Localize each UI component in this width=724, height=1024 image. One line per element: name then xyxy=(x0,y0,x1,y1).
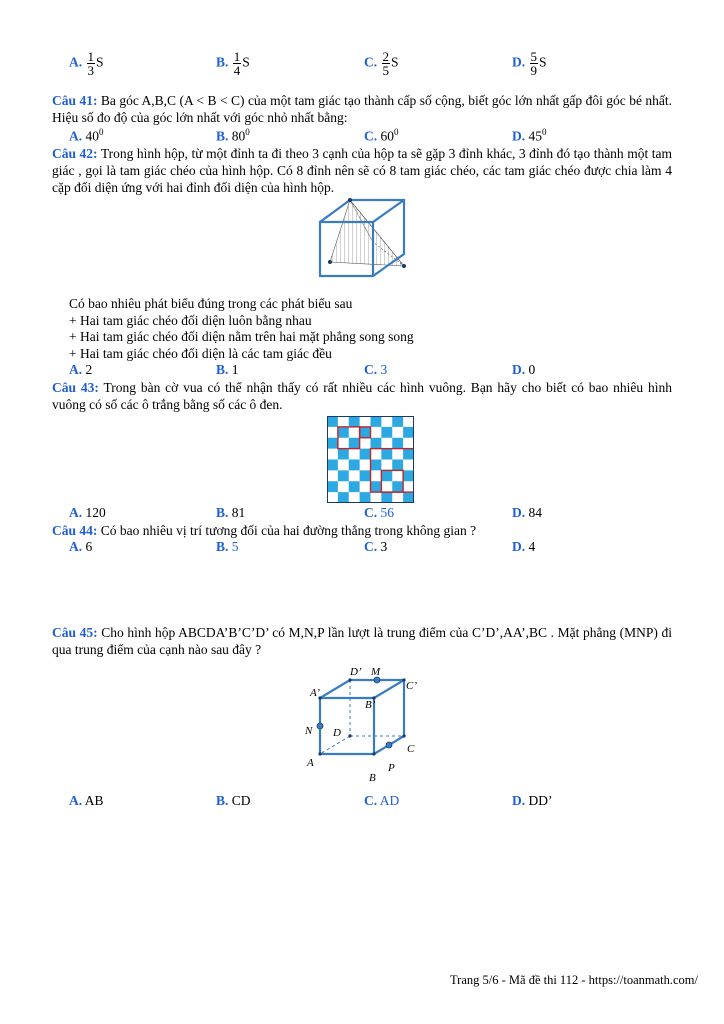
box-diagonal-triangle-figure xyxy=(312,196,412,282)
option-label: C. xyxy=(364,362,378,377)
q44-option-c xyxy=(364,539,387,555)
numerator: 1 xyxy=(233,49,241,64)
statement-intro: Có bao nhiêu phát biểu đúng trong các phát biểu sau xyxy=(69,296,353,311)
option-label: D. xyxy=(512,793,526,808)
degree-sup: 0 xyxy=(394,127,399,137)
vertex-B xyxy=(372,752,375,755)
denominator: 5 xyxy=(382,63,389,78)
statement-2: + Hai tam giác chéo đối diện nằm trên hai mặt phẳng song song xyxy=(69,329,414,344)
page-footer: Trang 5/6 - Mã đề thi 112 - https://toanmath.com/ xyxy=(449,973,698,987)
option-value: 4 xyxy=(528,539,536,554)
q42-option-b xyxy=(216,362,239,378)
label-A: A xyxy=(307,757,314,769)
vertex xyxy=(402,264,406,268)
question-text: Cho hình hộp ABCDA’B’C’D’ có M,N,P lần lượt là trung điểm của C’D’,AA’,BC . Mặt phẳng (MNP) đi qua trung điểm của cạnh nào sau đây ? xyxy=(52,625,673,657)
board-dark-square xyxy=(381,427,392,438)
option-label: B. xyxy=(216,505,229,520)
board-dark-square xyxy=(371,481,382,492)
option-value: 2 xyxy=(85,362,93,377)
q43-option-d xyxy=(512,505,542,521)
fraction xyxy=(87,50,96,77)
option-label: A. xyxy=(69,128,83,144)
option-suffix: S xyxy=(96,54,104,70)
denominator: 4 xyxy=(233,63,241,78)
label-M: M xyxy=(371,666,381,678)
option-label: D. xyxy=(512,128,526,144)
option-label: A. xyxy=(69,539,83,554)
board-dark-square xyxy=(327,416,338,427)
fraction xyxy=(530,50,539,77)
option-value: 81 xyxy=(231,505,246,520)
numerator: 2 xyxy=(382,49,389,64)
option-value: DD’ xyxy=(528,793,553,808)
option-label: C. xyxy=(364,505,378,520)
board-dark-square xyxy=(381,492,392,503)
statement-3: + Hai tam giác chéo đối diện là các tam giác đều xyxy=(69,345,332,361)
board-dark-square xyxy=(381,470,392,481)
question-number: Câu 43: xyxy=(52,380,99,395)
option-value: 56 xyxy=(380,505,394,520)
option-label: B. xyxy=(216,793,229,808)
vertex-D xyxy=(348,734,351,737)
option-label: B. xyxy=(216,128,229,144)
checkerboard-figure xyxy=(327,416,414,503)
diagonal-triangle xyxy=(330,200,404,266)
board-dark-square xyxy=(349,460,360,471)
option-label: B. xyxy=(216,54,229,70)
q43-option-b xyxy=(216,505,245,521)
option-value: 45 xyxy=(528,128,542,144)
board-dark-square xyxy=(403,470,414,481)
option-value: 60 xyxy=(380,128,394,144)
board-dark-square xyxy=(338,492,349,503)
vertex-Dp xyxy=(348,678,351,681)
option-label: A. xyxy=(69,793,83,808)
parallelepiped-figure xyxy=(300,664,430,788)
option-label: A. xyxy=(69,505,83,520)
option-value: 120 xyxy=(85,505,106,520)
label-Bp: B’ xyxy=(365,699,376,711)
label-C: C xyxy=(407,743,415,755)
option-value: 3 xyxy=(380,539,388,554)
option-value: 1 xyxy=(231,362,239,377)
q40-option-d xyxy=(512,50,547,77)
statement-1: + Hai tam giác chéo đối diện luôn bằng nhau xyxy=(69,312,312,328)
option-value: 0 xyxy=(528,362,536,377)
question-number: Câu 45: xyxy=(52,625,98,640)
option-suffix: S xyxy=(242,54,250,70)
question-number: Câu 42: xyxy=(52,146,98,161)
q40-option-c xyxy=(364,50,399,77)
q41-option-b xyxy=(216,127,250,145)
label-N: N xyxy=(305,725,313,737)
board-dark-square xyxy=(327,481,338,492)
option-value: 5 xyxy=(231,539,239,554)
denominator: 3 xyxy=(87,63,94,78)
board-dark-square xyxy=(371,438,382,449)
q44-option-d xyxy=(512,539,535,555)
board-dark-square xyxy=(327,438,338,449)
point-N xyxy=(317,723,323,729)
q44-option-a xyxy=(69,539,92,555)
question-text: Có bao nhiêu vị trí tương đối của hai đường thẳng trong không gian ? xyxy=(100,523,477,538)
question-text: Trong bàn cờ vua có thể nhận thấy có rất nhiều các hình vuông. Bạn hãy cho biết có bao nhiêu hình vuông có số các ô trắng bằng số các ô đen. xyxy=(52,380,672,412)
board-dark-square xyxy=(392,438,403,449)
degree-sup: 0 xyxy=(542,127,547,137)
degree-sup: 0 xyxy=(245,127,250,137)
option-label: C. xyxy=(364,539,378,554)
option-label: B. xyxy=(216,539,229,554)
vertex xyxy=(328,260,332,264)
question-text: Trong hình hộp, từ một đỉnh ta đi theo 3 cạnh của hộp ta sẽ gặp 3 đỉnh khác, 3 đỉnh đó tạo thành một tam giác , gọi là tam giác chéo của hình hộp. Có 8 đỉnh nên sẽ có 8 tam giác chéo, các tam giác chéo được chia làm 4 cặp đối diện ứng với hai đỉnh đối diện của hình hộp. xyxy=(52,146,672,195)
board-dark-square xyxy=(327,460,338,471)
option-suffix: S xyxy=(391,54,399,70)
q41-option-d xyxy=(512,127,547,145)
option-suffix: S xyxy=(539,54,547,70)
q45-option-c xyxy=(364,793,399,809)
option-value: 40 xyxy=(85,128,99,144)
statement-list xyxy=(69,296,414,362)
label-B: B xyxy=(369,772,376,784)
option-label: D. xyxy=(512,505,526,520)
option-value: 3 xyxy=(380,362,388,377)
numerator: 1 xyxy=(87,49,94,64)
question-43 xyxy=(52,379,672,413)
question-text: Ba góc A,B,C (A < B < C) của một tam giác tạo thành cấp số cộng, biết góc lớn nhất gấp đôi góc bé nhất. Hiệu số đo độ của góc lớn nhất với góc nhỏ nhất bằng: xyxy=(52,93,673,125)
option-label: A. xyxy=(69,54,83,70)
board-dark-square xyxy=(360,492,371,503)
label-D: D xyxy=(333,727,341,739)
option-label: A. xyxy=(69,362,83,377)
board-dark-square xyxy=(360,427,371,438)
option-label: C. xyxy=(364,793,378,808)
board-dark-square xyxy=(338,470,349,481)
board-dark-square xyxy=(403,449,414,460)
vertex xyxy=(348,198,352,202)
board-dark-square xyxy=(338,449,349,460)
q42-option-c xyxy=(364,362,387,378)
board-dark-square xyxy=(392,460,403,471)
board-dark-square xyxy=(360,470,371,481)
board-dark-square xyxy=(349,438,360,449)
numerator: 5 xyxy=(530,49,537,64)
q45-option-a xyxy=(69,793,104,809)
board-dark-square xyxy=(360,449,371,460)
board-dark-square xyxy=(349,416,360,427)
board-dark-square xyxy=(403,427,414,438)
point-P xyxy=(386,742,392,748)
denominator: 9 xyxy=(530,63,537,78)
option-label: C. xyxy=(364,54,378,70)
q45-option-b xyxy=(216,793,251,809)
q43-option-a xyxy=(69,505,106,521)
q45-option-d xyxy=(512,793,553,809)
question-44 xyxy=(52,522,672,539)
option-label: D. xyxy=(512,539,526,554)
board-dark-square xyxy=(349,481,360,492)
q42-option-d xyxy=(512,362,535,378)
option-value: AD xyxy=(379,793,400,808)
board-dark-square xyxy=(392,481,403,492)
vertex-C xyxy=(402,734,405,737)
label-Ap: A’ xyxy=(310,687,320,699)
board-dark-square xyxy=(403,492,414,503)
q41-option-a xyxy=(69,127,104,145)
option-value: 6 xyxy=(85,539,93,554)
option-label: C. xyxy=(364,128,378,144)
question-45 xyxy=(52,624,672,658)
fraction xyxy=(233,50,242,77)
question-41 xyxy=(52,92,672,126)
option-value: AB xyxy=(84,793,104,808)
label-Cp: C’ xyxy=(406,680,417,692)
q42-option-a xyxy=(69,362,92,378)
option-value: 84 xyxy=(528,505,542,520)
board-dark-square xyxy=(392,416,403,427)
board-dark-square xyxy=(381,449,392,460)
label-P: P xyxy=(388,762,395,774)
board-dark-square xyxy=(371,416,382,427)
option-value: 80 xyxy=(231,128,246,144)
q41-option-c xyxy=(364,127,399,145)
degree-sup: 0 xyxy=(99,127,104,137)
label-Dp: D’ xyxy=(350,666,362,678)
question-number: Câu 41: xyxy=(52,93,98,108)
q40-option-b xyxy=(216,50,250,77)
board-dark-square xyxy=(338,427,349,438)
fraction xyxy=(382,50,391,77)
question-number: Câu 44: xyxy=(52,523,98,538)
q43-option-c xyxy=(364,505,394,521)
option-label: D. xyxy=(512,362,526,377)
option-label: B. xyxy=(216,362,229,377)
option-label: D. xyxy=(512,54,526,70)
option-value: CD xyxy=(231,793,251,808)
board-dark-square xyxy=(371,460,382,471)
question-42 xyxy=(52,145,672,196)
vertex-A xyxy=(318,752,321,755)
q44-option-b xyxy=(216,539,239,555)
q40-option-a xyxy=(69,50,104,77)
